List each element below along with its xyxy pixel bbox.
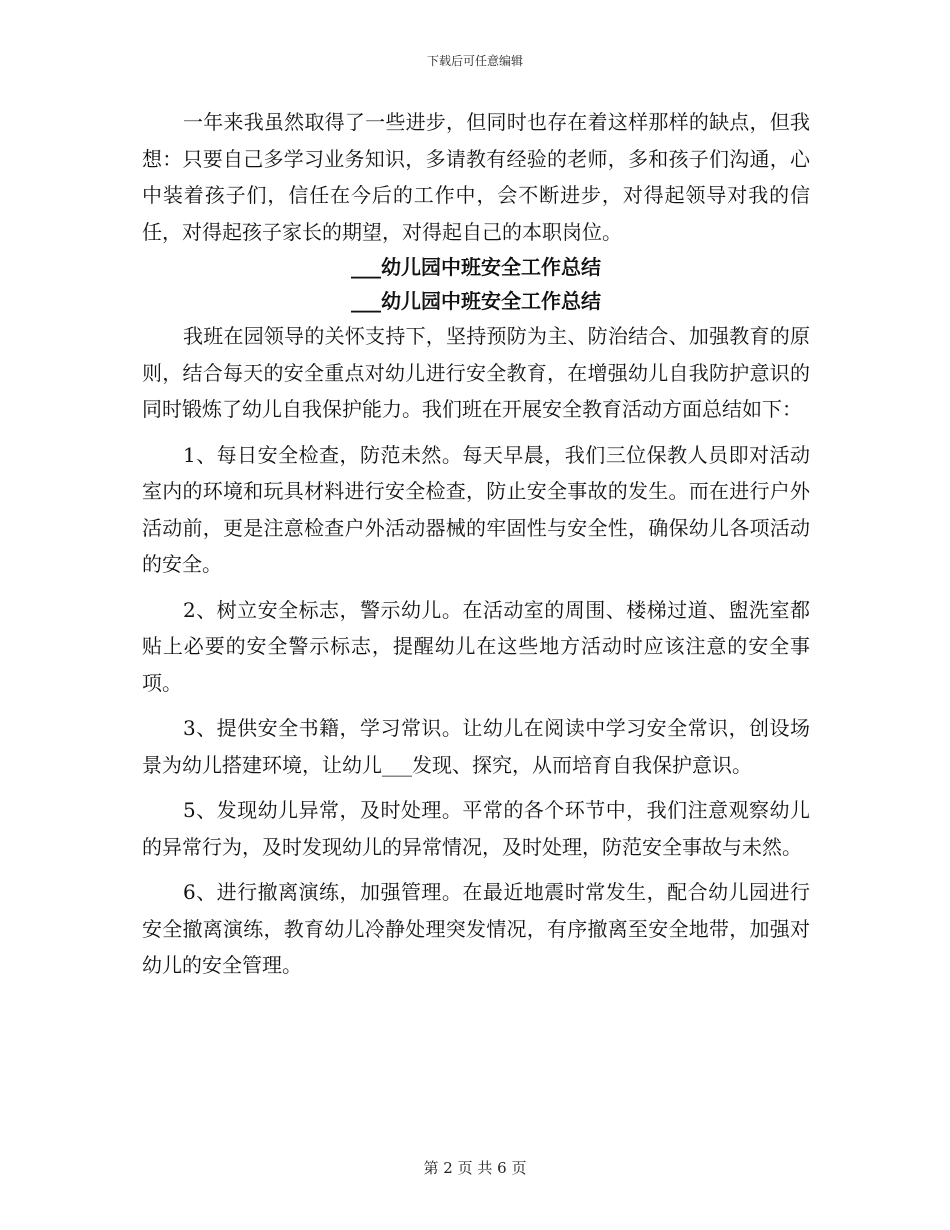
header-note: 下载后可任意编辑 bbox=[426, 54, 523, 68]
list-item: 1、每日安全检查，防范未然。每天早晨，我们三位保教人员即对活动室内的环境和玩具材料进行安全检查，防止安全事故的发生。而在进行户外活动前，更是注意检查户外活动器械的牢固性与安全性，确保幼儿各项活动的安全。 bbox=[142, 442, 810, 576]
page-number: 第 2 页 共 6 页 bbox=[423, 1159, 527, 1177]
summary-paragraph: 我班在园领导的关怀支持下，坚持预防为主、防治结合、加强教育的原则，结合每天的安全重点对幼儿进行安全教育，在增强幼儿自我防护意识的同时锻炼了幼儿自我保护能力。我们班在开展安全教育活动方面总结如下： bbox=[142, 324, 810, 421]
document-body bbox=[142, 104, 810, 984]
section-title: ___幼儿园中班安全工作总结 bbox=[351, 255, 601, 279]
list-item: 5、发现幼儿异常，及时处理。平常的各个环节中，我们注意观察幼儿的异常行为，及时发现幼儿的异常情况，及时处理，防范安全事故与未然。 bbox=[142, 798, 810, 859]
list-item: 6、进行撤离演练，加强管理。在最近地震时常发生，配合幼儿园进行安全撤离演练，教育幼儿冷静处理突发情况，有序撤离至安全地带，加强对幼儿的安全管理。 bbox=[142, 880, 810, 977]
list-item: 3、提供安全书籍，学习常识。让幼儿在阅读中学习安全常识，创设场景为幼儿搭建环境，让幼儿___发现、探究，从而培育自我保护意识。 bbox=[142, 716, 810, 777]
section-subtitle: ___幼儿园中班安全工作总结 bbox=[351, 289, 601, 313]
list-item: 2、树立安全标志，警示幼儿。在活动室的周围、楼梯过道、盥洗室都贴上必要的安全警示标志，提醒幼儿在这些地方活动时应该注意的安全事项。 bbox=[142, 597, 810, 695]
intro-paragraph: 一年来我虽然取得了一些进步，但同时也存在着这样那样的缺点，但我想：只要自己多学习业务知识，多请教有经验的老师，多和孩子们沟通，心中装着孩子们，信任在今后的工作中，会不断进步，对得起领导对我的信任，对得起孩子家长的期望，对得起自己的本职岗位。 bbox=[142, 110, 810, 244]
